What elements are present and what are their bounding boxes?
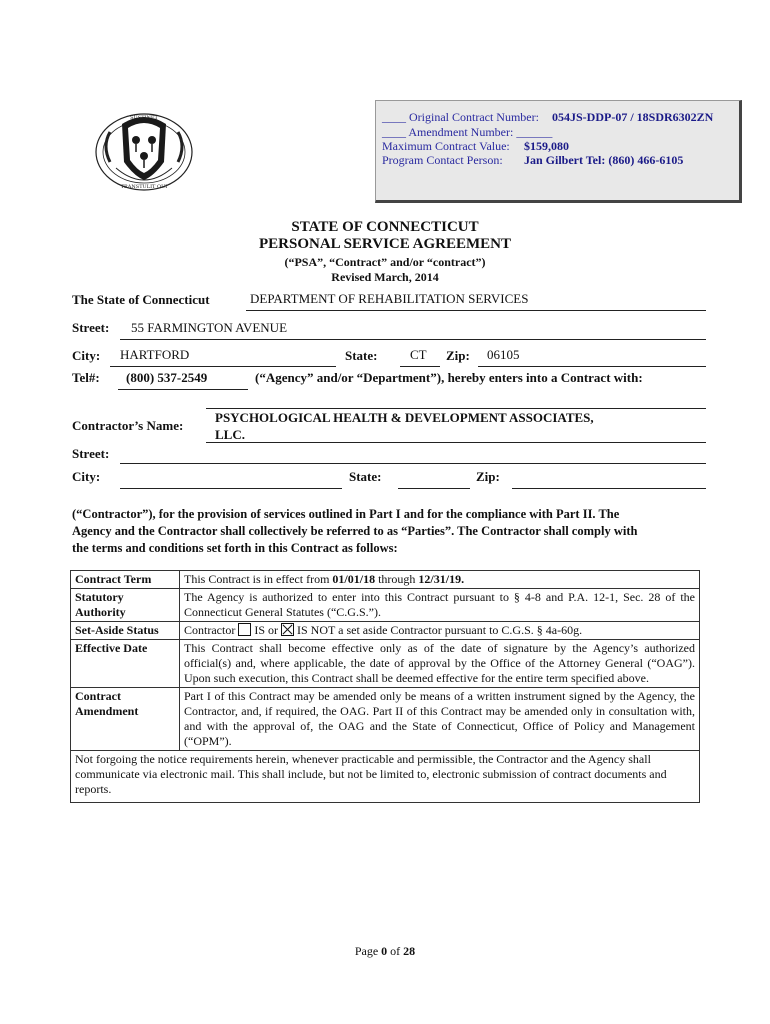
contact-row bbox=[382, 153, 684, 168]
seal-top-text: SUSTINET bbox=[130, 115, 158, 121]
set-aside-value bbox=[180, 622, 700, 640]
set-aside-is-not: IS NOT a set aside Contractor pursuant to C.G.S. § 4a-60g. bbox=[297, 623, 583, 637]
terms-table bbox=[70, 570, 700, 803]
set-aside-is: IS or bbox=[254, 623, 278, 637]
max-value-label: Maximum Contract Value: bbox=[382, 139, 510, 153]
original-contract-value: 054JS-DDP-07 / 18SDR6302ZN bbox=[552, 110, 714, 124]
contractor-name-rule bbox=[206, 442, 706, 443]
agency-enters-text: (“Agency” and/or “Department”), hereby enters into a Contract with: bbox=[255, 370, 643, 385]
department-name: DEPARTMENT OF REHABILITATION SERVICES bbox=[250, 291, 529, 306]
notice-text: Not forgoing the notice requirements herein, whenever practicable and permissible, the Contractor and the Agency shall communicate via electronic mail. This shall include, but not be limited to, electronic submission of contract documents and reports. bbox=[71, 751, 700, 803]
intro-line-1: (“Contractor”), for the provision of services outlined in Part I and for the compliance with Part II. The bbox=[72, 507, 620, 521]
tel-rule bbox=[118, 389, 248, 390]
agency-zip-label: Zip: bbox=[446, 348, 470, 363]
page-number bbox=[0, 944, 770, 959]
intro-line-2: Agency and the Contractor shall collectively be referred to as “Parties”. The Contractor shall comply with bbox=[72, 524, 638, 538]
contact-label: Program Contact Person: bbox=[382, 153, 503, 167]
effective-date-label: Effective Date bbox=[71, 640, 180, 688]
page-current: 0 bbox=[381, 944, 388, 958]
agency-street-label: Street: bbox=[72, 320, 110, 335]
effective-date-text: This Contract shall become effective only as of the date of signature by the Agency’s authorized official(s) and, where applicable, the date of approval by the Office of the Attorney General (“OAG”). Upon such execution, this Contract shall be deemed effective for the entire term specified above. bbox=[180, 640, 700, 688]
table-row bbox=[71, 688, 700, 751]
contractor-name-line1: PSYCHOLOGICAL HEALTH & DEVELOPMENT ASSOCIATES, bbox=[215, 410, 594, 425]
table-row bbox=[71, 571, 700, 589]
contract-amendment-text: Part I of this Contract may be amended only be means of a written instrument signed by the Agency, the Contractor, and, if required, the OAG. Part II of this Contract may be amended only in consultation with, and with the approval of, the OAG and the State of Connecticut, Office of Policy and Management (“OPM”). bbox=[180, 688, 700, 751]
agency-state: CT bbox=[410, 347, 427, 362]
zip-rule bbox=[478, 366, 706, 367]
max-value: $159,080 bbox=[524, 139, 569, 153]
state-seal bbox=[88, 102, 200, 198]
title-revised: Revised March, 2014 bbox=[331, 270, 439, 284]
table-row bbox=[71, 589, 700, 622]
contractor-state-label: State: bbox=[349, 469, 382, 484]
contractor-city-rule bbox=[120, 488, 342, 489]
contractor-street-label: Street: bbox=[72, 446, 110, 461]
agency-tel-label: Tel#: bbox=[72, 370, 100, 385]
state-of-ct-label: The State of Connecticut bbox=[72, 292, 210, 307]
contact-value: Jan Gilbert Tel: (860) 466-6105 bbox=[524, 153, 684, 167]
max-value-row bbox=[382, 139, 569, 154]
contractor-zip-rule bbox=[512, 488, 706, 489]
contract-amendment-label: Contract Amendment bbox=[71, 688, 180, 751]
contract-term-pre: This Contract is in effect from bbox=[184, 572, 330, 586]
contractor-state-rule bbox=[398, 488, 470, 489]
agency-state-label: State: bbox=[345, 348, 378, 363]
contract-term-value bbox=[180, 571, 700, 589]
contract-term-label: Contract Term bbox=[71, 571, 180, 589]
amendment-number: ____ Amendment Number: ______ bbox=[382, 125, 553, 139]
statutory-authority-label: Statutory Authority bbox=[71, 589, 180, 622]
page-of: of bbox=[390, 944, 401, 958]
contractor-name-line2: LLC. bbox=[215, 427, 245, 442]
page-total: 28 bbox=[403, 944, 416, 958]
contract-through: through bbox=[378, 572, 416, 586]
agency-tel: (800) 537-2549 bbox=[126, 370, 208, 385]
agency-city: HARTFORD bbox=[120, 347, 190, 362]
agency-street: 55 FARMINGTON AVENUE bbox=[131, 320, 288, 335]
department-rule bbox=[246, 310, 706, 311]
contract-start-date: 01/01/18 bbox=[332, 572, 376, 586]
contractor-name-label: Contractor’s Name: bbox=[72, 418, 184, 433]
seal-bottom-text: TRANSTULIT QUI bbox=[120, 184, 168, 190]
contract-info-box bbox=[375, 100, 742, 203]
contractor-top-rule bbox=[206, 408, 706, 409]
set-aside-pre: Contractor bbox=[184, 623, 236, 637]
title-psa: PERSONAL SERVICE AGREEMENT bbox=[258, 236, 512, 252]
contractor-zip-label: Zip: bbox=[476, 469, 500, 484]
intro-paragraph bbox=[72, 506, 712, 557]
table-row bbox=[71, 751, 700, 803]
set-aside-label: Set-Aside Status bbox=[71, 622, 180, 640]
is-set-aside-checkbox[interactable] bbox=[238, 623, 251, 636]
page-label: Page bbox=[354, 944, 379, 958]
table-row bbox=[71, 622, 700, 640]
is-not-set-aside-checkbox[interactable] bbox=[281, 623, 294, 636]
statutory-authority-text: The Agency is authorized to enter into this Contract pursuant to § 4-8 and P.A. 12-1, Sec. 28 of the Connecticut General Statutes (“C.G.S.”). bbox=[180, 589, 700, 622]
original-contract-label: ____ Original Contract Number: bbox=[382, 110, 539, 124]
contractor-street-rule bbox=[120, 463, 706, 464]
agency-city-label: City: bbox=[72, 348, 101, 363]
city-rule bbox=[110, 366, 336, 367]
table-row bbox=[71, 640, 700, 688]
title-subtitle: (“PSA”, “Contract” and/or “contract”) bbox=[284, 255, 486, 269]
contract-end-date: 12/31/19. bbox=[418, 572, 465, 586]
state-rule bbox=[400, 366, 440, 367]
contractor-city-label: City: bbox=[72, 469, 101, 484]
intro-line-3: the terms and conditions set forth in this Contract as follows: bbox=[72, 541, 398, 555]
title-state: STATE OF CONNECTICUT bbox=[291, 219, 479, 235]
original-contract-row bbox=[382, 110, 714, 125]
street-rule bbox=[120, 339, 706, 340]
agency-zip: 06105 bbox=[487, 347, 520, 362]
